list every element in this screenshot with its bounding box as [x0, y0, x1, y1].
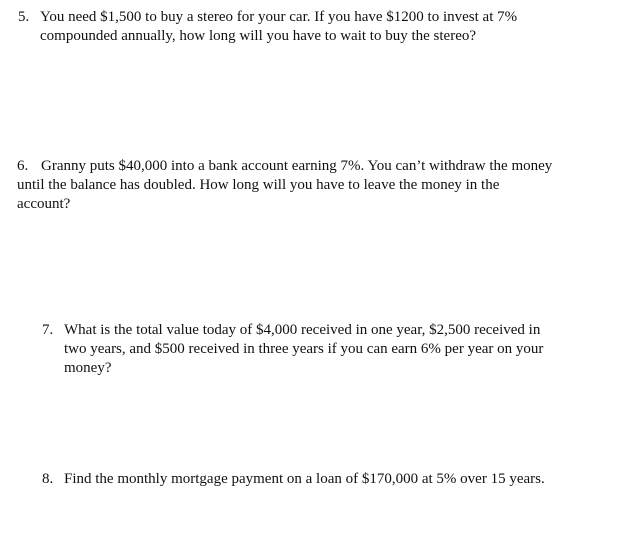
question-6-text-1: Granny puts $40,000 into a bank account earning 7%. You can’t withdraw the money	[41, 158, 553, 174]
question-7-number: 7.	[42, 322, 54, 338]
question-6-line-1	[17, 157, 552, 176]
question-5	[18, 8, 517, 46]
question-7-line-1	[42, 321, 543, 340]
question-5-text-2: compounded annually, how long will you have to wait to buy the stereo?	[40, 28, 477, 44]
question-7	[42, 321, 543, 378]
question-6-text-2: until the balance has doubled. How long will you have to leave the money in the	[17, 177, 500, 193]
question-5-text-1: You need $1,500 to buy a stereo for your car. If you have $1200 to invest at 7%	[40, 9, 518, 25]
question-5-line-1	[18, 8, 517, 27]
question-8-text-1: Find the monthly mortgage payment on a loan of $170,000 at 5% over 15 years.	[64, 471, 545, 487]
question-7-text-2: two years, and $500 received in three years if you can earn 6% per year on your	[64, 341, 544, 357]
question-8-number: 8.	[42, 471, 54, 487]
question-6-number: 6.	[17, 158, 29, 174]
question-8	[42, 470, 545, 489]
question-7-text-1: What is the total value today of $4,000 received in one year, $2,500 received in	[64, 322, 541, 338]
question-7-text-3: money?	[64, 360, 112, 376]
question-6	[17, 157, 552, 214]
question-5-number: 5.	[18, 9, 30, 25]
question-6-text-3: account?	[17, 196, 71, 212]
question-8-line-1	[42, 470, 545, 489]
